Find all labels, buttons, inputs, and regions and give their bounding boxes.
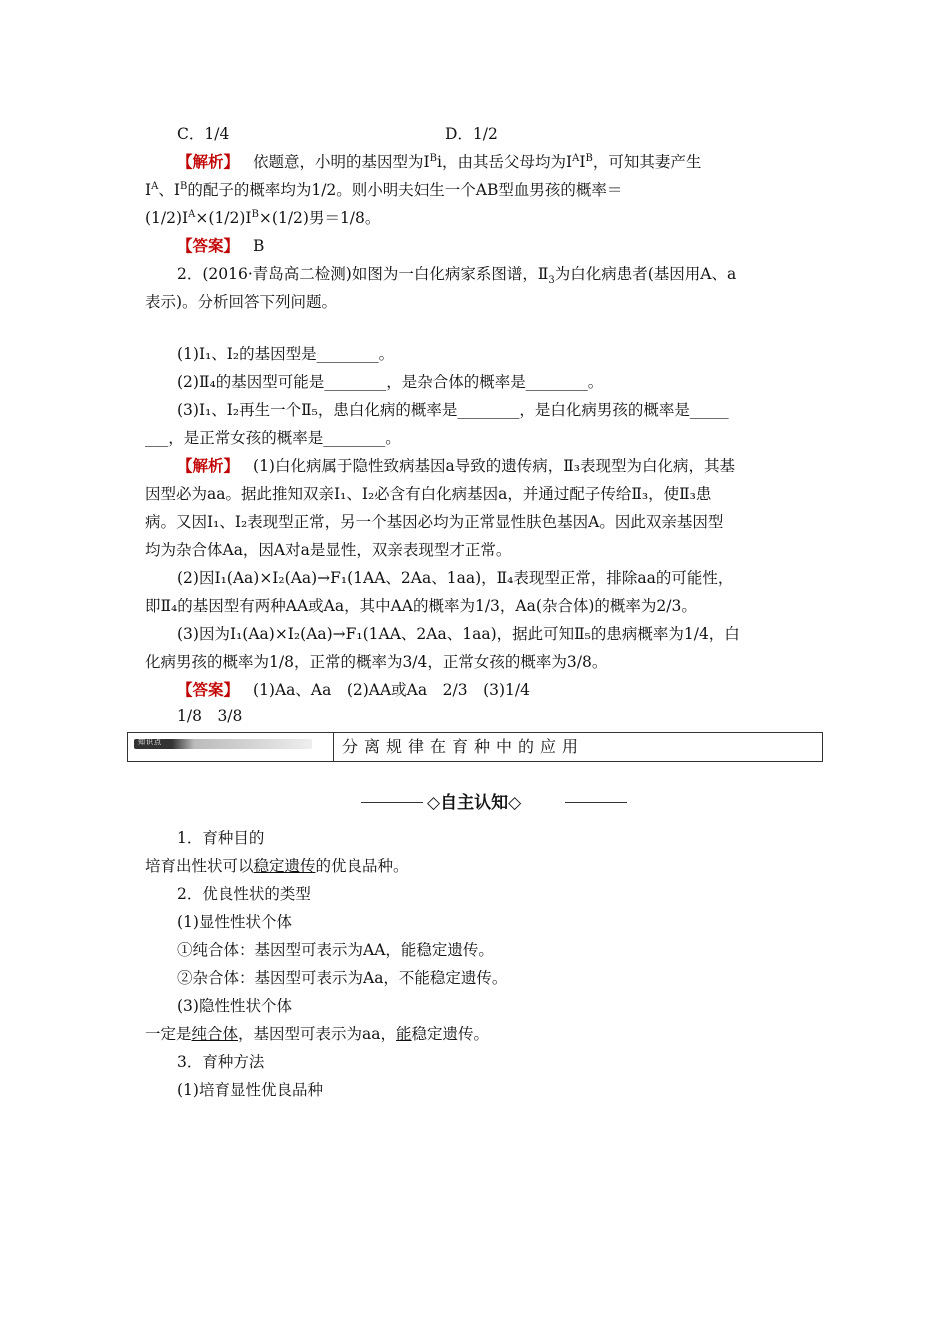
heading-3a: (1)培育显性优良品种: [177, 1081, 323, 1099]
q2-analysis-line4: 均为杂合体Aa，因A对a是显性，双亲表现型才正常。: [145, 541, 512, 559]
q2-answer-line2: 1/8 3/8: [177, 707, 243, 725]
option-d: D．1/2: [445, 125, 498, 143]
q2-part3-line1: (3)Ⅰ₁、Ⅰ₂再生一个Ⅱ₅，患白化病的概率是________，是白化病男孩的概率是_____: [177, 401, 729, 419]
heading-2b: (3)隐性性状个体: [177, 997, 292, 1015]
knowledge-point-box: [127, 732, 823, 762]
heading-3: 3．育种方法: [177, 1053, 265, 1071]
analysis-tag: 【解析】: [177, 152, 240, 171]
option-c: C．1/4: [177, 125, 230, 143]
analysis-tag: 【解析】: [177, 456, 240, 475]
q2-analysis-line3: 病。又因Ⅰ₁、Ⅰ₂表现型正常，另一个基因必均为正常显性肤色基因A。因此双亲基因型: [145, 513, 724, 531]
knowledge-point-badge: [134, 739, 312, 749]
q2-analysis-line8: 化病男孩的概率为1/8，正常的概率为3/4，正常女孩的概率为3/8。: [145, 653, 608, 671]
heading-1: 1．育种目的: [177, 829, 265, 847]
answer-tag: 【答案】: [177, 680, 240, 699]
answer-tag: 【答案】: [177, 236, 240, 255]
q2-stem-line2: 表示)。分析回答下列问题。: [145, 293, 338, 311]
q1-answer: 【答案】 B: [177, 236, 265, 255]
section-heading: [361, 788, 627, 818]
q1-analysis-line3: (1/2)Ⅰ$^A$×(1/2)Ⅰ$^B$×(1/2)男＝1/8。: [145, 208, 381, 227]
q2-part3-line2: ___，是正常女孩的概率是________。: [145, 429, 401, 447]
heading-2: 2．优良性状的类型: [177, 885, 311, 903]
q2-analysis-line6: 即Ⅱ₄的基因型有两种AA或Aa，其中AA的概率为1/3，Aa(杂合体)的概率为2/3。: [145, 597, 697, 615]
q1-analysis-line2: Ⅰ$^A$、Ⅰ$^B$的配子的概率均为1/2。则小明夫妇生一个AB型血男孩的概率＝: [145, 180, 623, 199]
item-heterozygote: ②杂合体：基因型可表示为Aa，不能稳定遗传。: [177, 969, 508, 987]
knowledge-point-badge-label: 知识点: [138, 738, 162, 746]
section-heading-label: ◇自主认知◇: [427, 793, 522, 813]
text-1: 培育出性状可以稳定遗传的优良品种。: [145, 857, 409, 875]
q2-analysis-line7: (3)因为Ⅰ₁(Aa)×Ⅰ₂(Aa)→F₁(1AA、2Aa、1aa)，据此可知Ⅱ₅的患病概率为1/4，白: [177, 625, 740, 643]
q1-analysis-line1: 【解析】 依题意，小明的基因型为Ⅰ$^B$i，由其岳父母均为Ⅰ$^A$Ⅰ$^B$，可知其妻产生: [177, 152, 702, 171]
text-2: 一定是纯合体，基因型可表示为aa，能稳定遗传。: [145, 1025, 490, 1043]
q2-analysis-line5: (2)因Ⅰ₁(Aa)×Ⅰ₂(Aa)→F₁(1AA、2Aa、1aa)，Ⅱ₄表现型正常，排除aa的可能性，: [177, 569, 734, 587]
heading-2a: (1)显性性状个体: [177, 913, 292, 931]
q2-answer-line1: 【答案】 (1)Aa、Aa (2)AA或Aa 2/3 (3)1/4: [177, 680, 530, 699]
q2-part1: (1)Ⅰ₁、Ⅰ₂的基因型是________。: [177, 345, 395, 363]
knowledge-point-title: 分离规律在育种中的应用: [342, 737, 585, 756]
heading-rule-left: [361, 802, 423, 803]
q2-analysis-line2: 因型必为aa。据此推知双亲Ⅰ₁、Ⅰ₂必含有白化病基因a，并通过配子传给Ⅱ₃，使Ⅱ₃患: [145, 485, 712, 503]
q2-analysis-line1: 【解析】 (1)白化病属于隐性致病基因a导致的遗传病，Ⅱ₃表现型为白化病，其基: [177, 456, 735, 475]
item-homozygote: ①纯合体：基因型可表示为AA，能稳定遗传。: [177, 941, 494, 959]
q2-part2: (2)Ⅱ₄的基因型可能是________，是杂合体的概率是________。: [177, 373, 604, 391]
heading-rule-right: [565, 802, 627, 803]
knowledge-point-badge-cell: [128, 733, 334, 761]
q2-stem-line1: 2．(2016·青岛高二检测)如图为一白化病家系图谱，$Ⅱ_3$为白化病患者(基因用A、a: [177, 265, 737, 287]
